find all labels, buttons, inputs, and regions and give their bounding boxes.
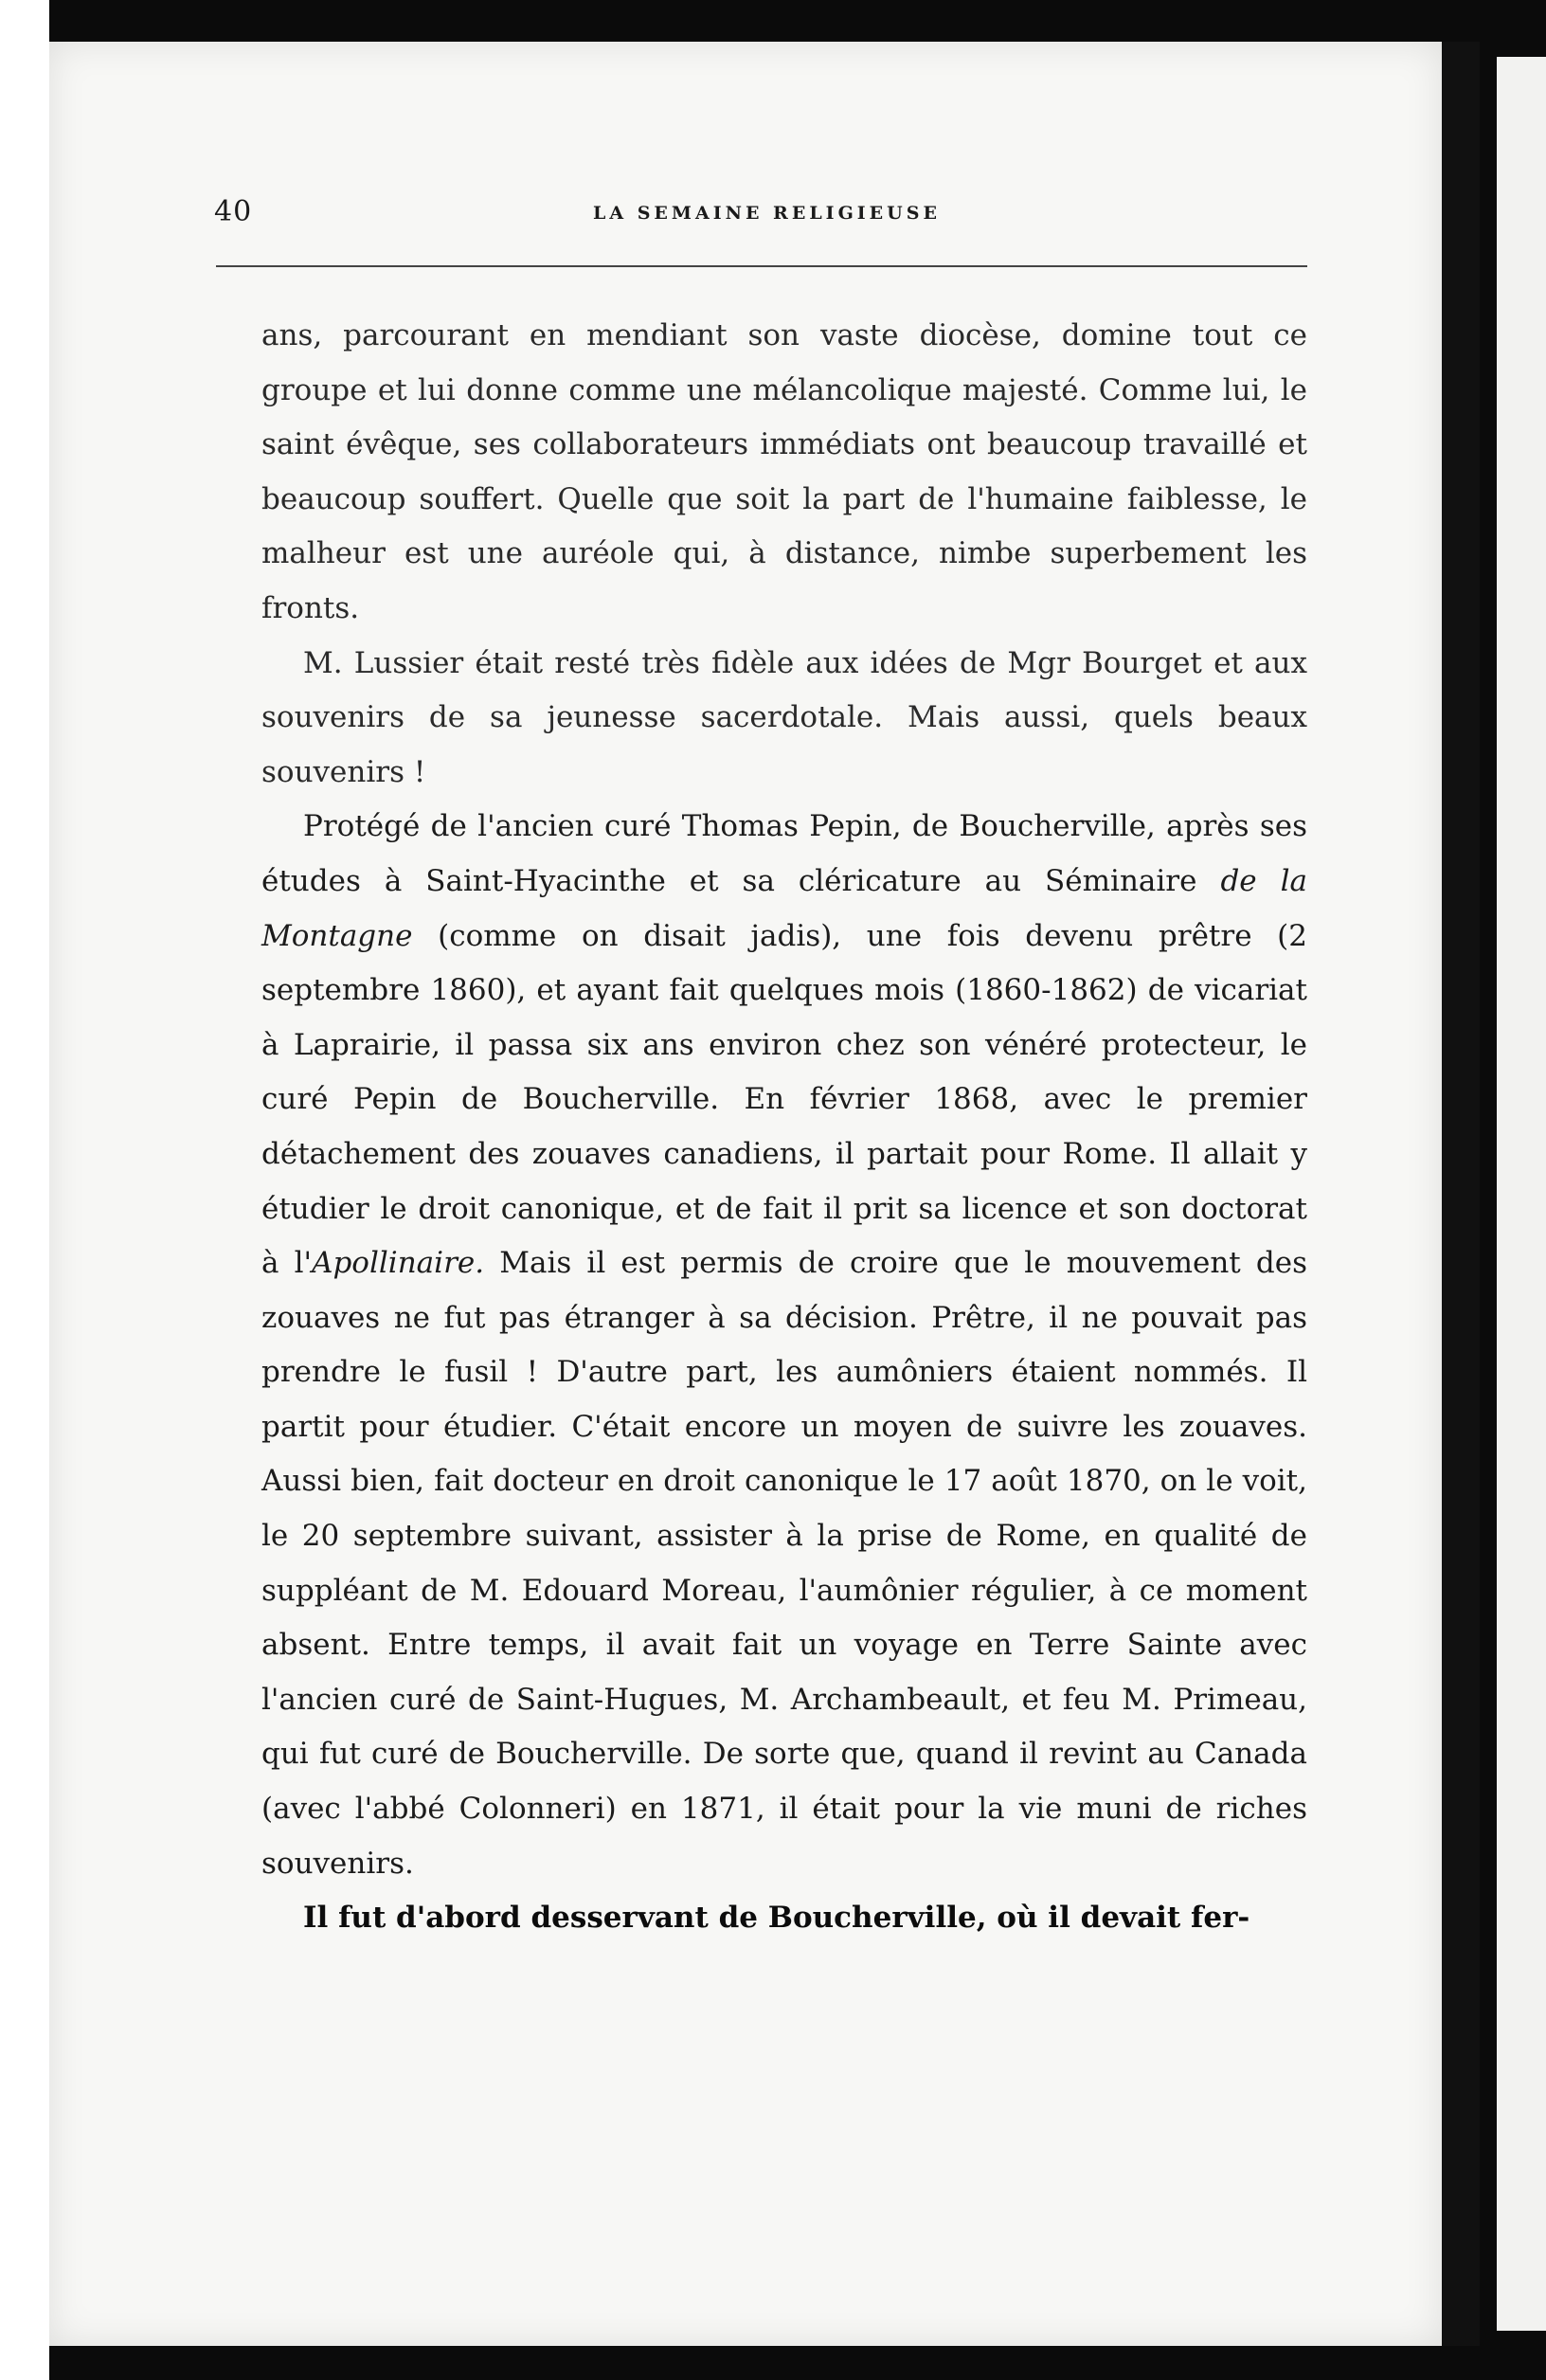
paragraph-3 [261,800,1307,1891]
italic-de-la-montagne: de la Montagne [261,863,1307,953]
paragraph-1: ans, parcourant en mendiant son vaste diocèse, domine tout ce groupe et lui donne comme une mélancolique majesté. Comme lui, le saint évêque, ses collaborateurs immédiats ont beaucoup travaillé et beaucoup souffert. Quelle que soit la part de l'humaine faiblesse, le malheur est une auréole qui, à distance, nimbe superbement les fronts. [261,318,1307,625]
paragraph-3-text-c: Mais il est permis de croire que le mouvement des zouaves ne fut pas étranger à sa décision. Prêtre, il ne pouvait pas prendre le fusil ! D'autre part, les aumôniers étaient nommés. Il partit pour étudier. C'était encore un moyen de suivre les zouaves. Aussi bien, fait docteur en droit canonique le 17 août 1870, on le voit, le 20 septembre suivant, assister à la prise de Rome, en qualité de suppléant de M. Edouard Moreau, l'aumônier régulier, à ce moment absent. Entre temps, il avait fait un voyage en Terre Sainte avec l'ancien curé de Saint-Hugues, M. Archambeault, et feu M. Primeau, qui fut curé de Boucherville. De sorte que, quand il revint au Canada (avec l'abbé Colonneri) en 1871, il était pour la vie muni de riches souvenirs. [261,1246,1307,1881]
page-number: 40 [214,195,253,228]
paragraph-3-text-b: (comme on disait jadis), une fois devenu prêtre (2 septembre 1860), et ayant fait quelques mois (1860-1862) de vicariat à Laprairie, il passa six ans environ chez son vénéré protecteur, le curé Pepin de Boucherville. En février 1868, avec le premier détachement des zouaves canadiens, il partait pour Rome. Il allait y étudier le droit canonique, et de fait il prit sa licence et son doctorat à l' [261,918,1307,1281]
paragraph-3-text-a: Protégé de l'ancien curé Thomas Pepin, de Boucherville, après ses études à Saint-Hyacinthe et sa cléricature au Séminaire [261,809,1307,898]
paragraph-2: M. Lussier était resté très fidèle aux idées de Mgr Bourget et aux souvenirs de sa jeunesse sacerdotale. Mais aussi, quels beaux souvenirs ! [261,645,1307,789]
running-title: LA SEMAINE RELIGIEUSE [593,203,941,224]
body-text [261,309,1307,1946]
page-gutter [1442,42,1480,2346]
header-rule [216,265,1307,267]
facing-page-edge [1497,57,1546,2331]
page-header [214,195,1311,233]
scan-margin [0,0,49,2380]
italic-apollinaire: Apollinaire. [312,1246,485,1281]
paragraph-4: Il fut d'abord desservant de Boucherville, où il devait fer- [303,1901,1250,1936]
